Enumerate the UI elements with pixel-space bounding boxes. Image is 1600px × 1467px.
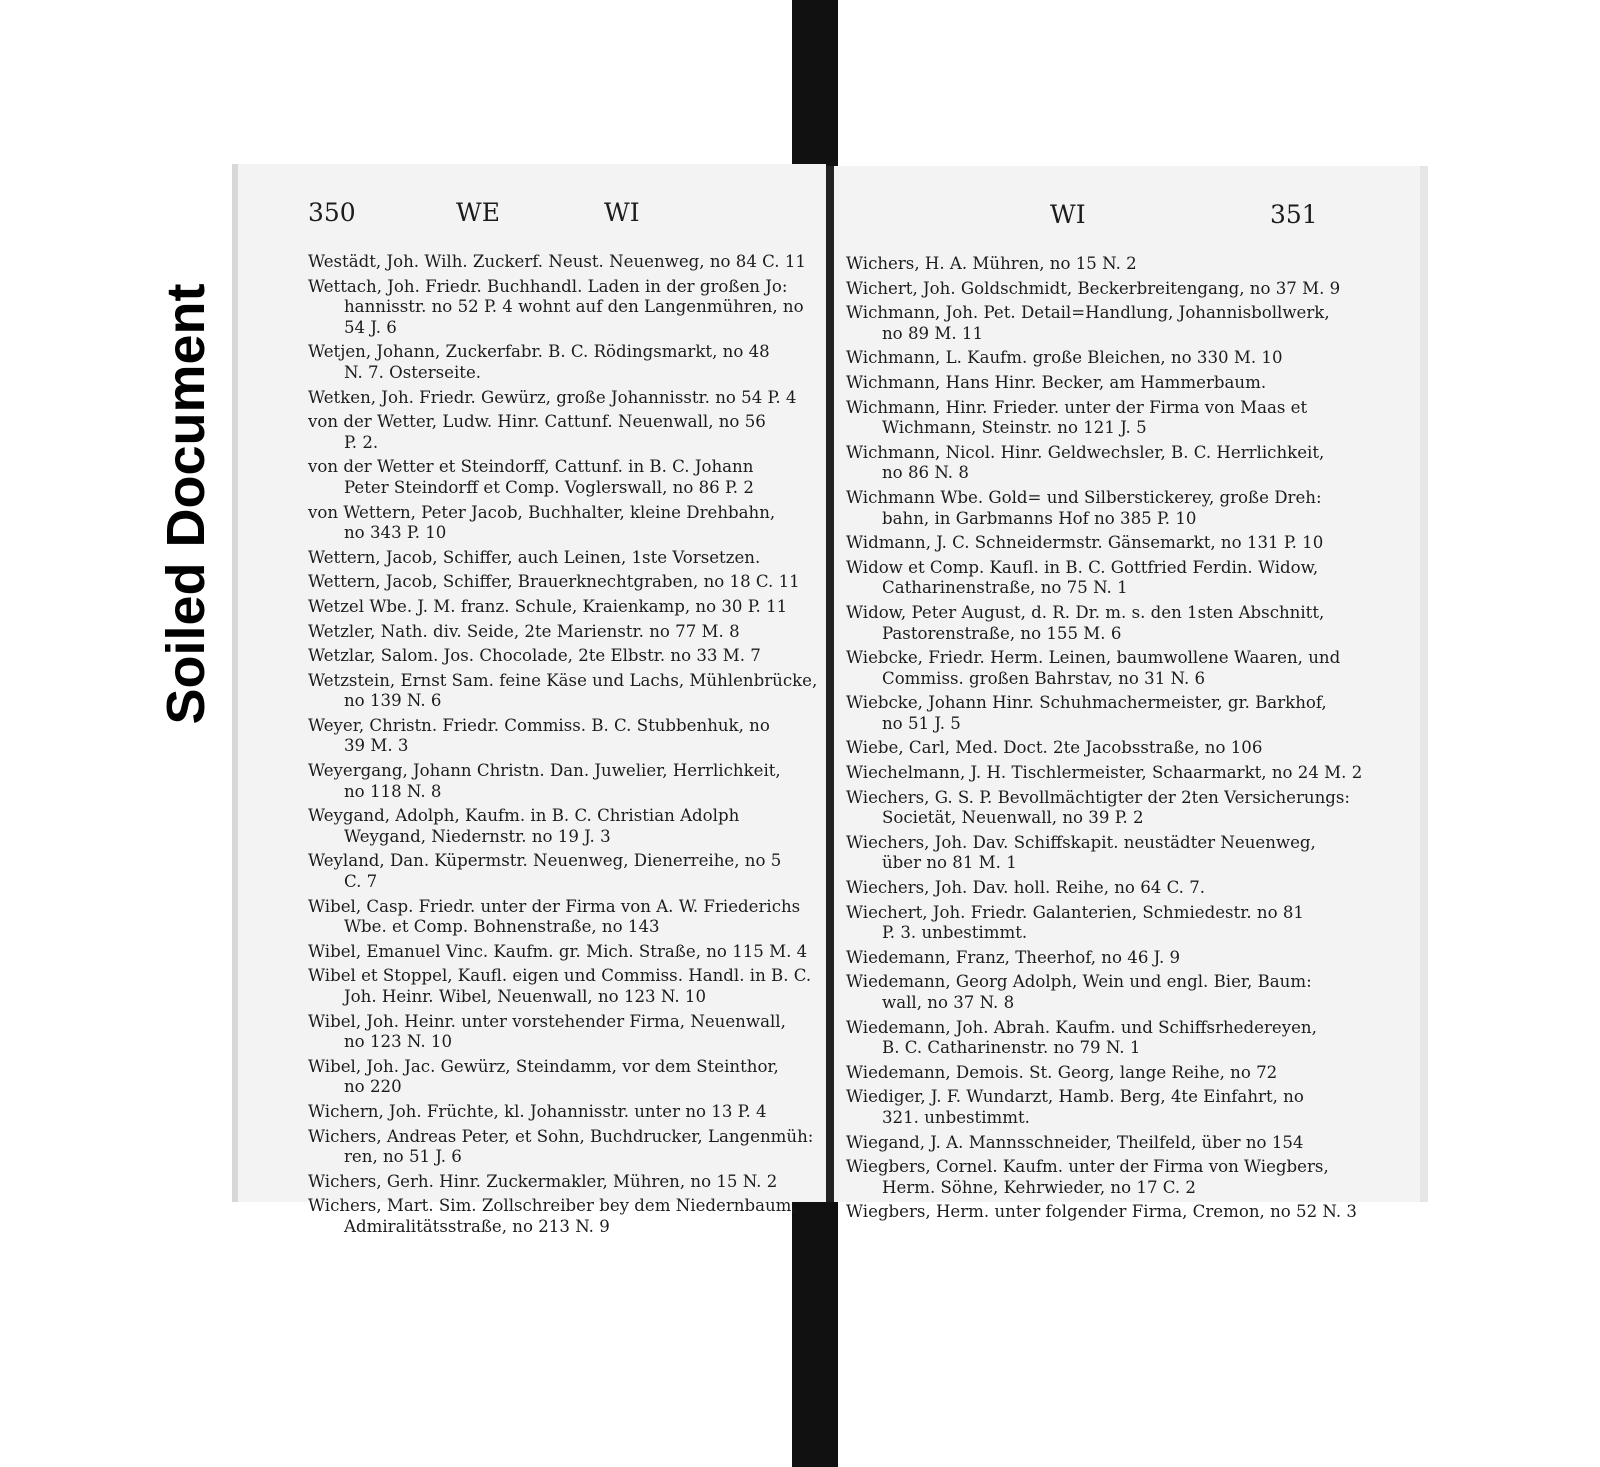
directory-entry	[308, 716, 808, 757]
entry-line: Commiss. großen Bahrstav, no 31 N. 6	[882, 668, 1206, 688]
entry-line: Wiechers, G. S. P. Bevollmächtigter der 2ten Versicherungs:	[846, 787, 1351, 807]
directory-entry	[308, 342, 808, 383]
entry-line: Wiebcke, Johann Hinr. Schuhmachermeister, gr. Barkhof,	[846, 693, 1327, 713]
directory-entry	[846, 443, 1340, 484]
entry-line: Wettern, Jacob, Schiffer, Brauerknechtgraben, no 18 C. 11	[308, 572, 800, 592]
entry-line: Widow, Peter August, d. R. Dr. m. s. den 1sten Abschnitt,	[846, 602, 1325, 622]
entry-line: Wichert, Joh. Goldschmidt, Beckerbreitengang, no 37 M. 9	[846, 278, 1341, 298]
entry-line: 39 M. 3	[344, 736, 409, 756]
entry-line: Wibel, Joh. Jac. Gewürz, Steindamm, vor dem Steinthor,	[308, 1056, 779, 1076]
entry-line: Wiegbers, Herm. unter folgender Firma, Cremon, no 52 N. 3	[846, 1202, 1357, 1222]
entry-line: Catharinenstraße, no 75 N. 1	[882, 578, 1128, 598]
running-header-wi-right: WI	[1050, 200, 1086, 229]
entry-line: wall, no 37 N. 8	[882, 993, 1015, 1012]
directory-entry	[846, 1157, 1340, 1198]
directory-entries-right	[846, 254, 1363, 1227]
page-number-right: 351	[1270, 200, 1318, 229]
entry-line: B. C. Catharinenstr. no 79 N. 1	[882, 1038, 1141, 1058]
directory-entry	[846, 348, 1340, 369]
entry-line: Westädt, Joh. Wilh. Zuckerf. Neust. Neuenweg, no 84 C. 11	[308, 252, 806, 271]
entry-line: Wibel, Casp. Friedr. unter der Firma von A. W. Friederichs	[308, 896, 801, 916]
directory-entry	[846, 558, 1340, 599]
directory-entry	[846, 1202, 1357, 1223]
entry-line: Wiebcke, Friedr. Herm. Leinen, baumwollene Waaren, und	[846, 648, 1341, 668]
entry-line: Wiedemann, Joh. Abrah. Kaufm. und Schiffsrhedereyen,	[846, 1017, 1317, 1037]
entry-line: Wiegbers, Cornel. Kaufm. unter der Firma von Wiegbers,	[846, 1157, 1329, 1177]
directory-entry	[846, 948, 1340, 969]
entry-line: über no 81 M. 1	[882, 853, 1017, 873]
entry-line: Wetken, Joh. Friedr. Gewürz, große Johannisstr. no 54 P. 4	[308, 387, 797, 407]
directory-entry	[846, 738, 1340, 759]
entry-line: Pastorenstraße, no 155 M. 6	[882, 623, 1122, 643]
entry-line: Widmann, J. C. Schneidermstr. Gänsemarkt, no 131 P. 10	[846, 533, 1324, 553]
entry-line: hannisstr. no 52 P. 4 wohnt auf den Langenmühren, no	[344, 297, 804, 317]
entry-line: Wibel, Joh. Heinr. unter vorstehender Firma, Neuenwall,	[308, 1011, 786, 1031]
directory-entry	[846, 603, 1340, 644]
entry-line: Wetzel Wbe. J. M. franz. Schule, Kraienkamp, no 30 P. 11	[308, 596, 788, 616]
entry-line: Wiedemann, Georg Adolph, Wein und engl. Bier, Baum:	[846, 972, 1312, 992]
entry-line: N. 7. Osterseite.	[344, 362, 482, 382]
directory-entry	[308, 457, 808, 498]
entry-line: Wetzstein, Ernst Sam. feine Käse und Lachs, Mühlenbrücke,	[308, 670, 818, 690]
entry-line: no 89 M. 11	[882, 323, 983, 343]
running-header-we: WE	[456, 198, 500, 227]
entry-line: Wettach, Joh. Friedr. Buchhandl. Laden in der großen Jo:	[308, 276, 788, 296]
directory-entry	[846, 648, 1340, 689]
right-page	[834, 166, 1428, 1222]
entry-line: Peter Steindorff et Comp. Voglerswall, no 86 P. 2	[344, 477, 754, 497]
entry-line: Admiralitätsstraße, no 213 N. 9	[344, 1216, 610, 1236]
directory-entry	[308, 388, 808, 409]
entry-line: Wichmann, Steinstr. no 121 J. 5	[882, 418, 1147, 438]
directory-entry	[846, 878, 1340, 899]
entry-line: Wiedemann, Demois. St. Georg, lange Reihe, no 72	[846, 1062, 1278, 1082]
running-header-wi: WI	[604, 198, 640, 227]
directory-entry	[846, 972, 1340, 1013]
directory-entry	[308, 1057, 808, 1098]
directory-entry	[308, 412, 808, 453]
entry-line: Wettern, Jacob, Schiffer, auch Leinen, 1ste Vorsetzen.	[308, 547, 761, 567]
entry-line: Wichmann, L. Kaufm. große Bleichen, no 330 M. 10	[846, 348, 1283, 368]
entry-line: Joh. Heinr. Wibel, Neuenwall, no 123 N. 10	[344, 987, 707, 1006]
directory-entry	[308, 942, 808, 963]
directory-entry	[308, 277, 808, 339]
entry-line: von Wettern, Peter Jacob, Buchhalter, kleine Drehbahn,	[308, 502, 776, 522]
directory-entry	[308, 897, 808, 938]
directory-entry	[308, 622, 808, 643]
page-gutter	[826, 166, 834, 1202]
directory-entry	[846, 303, 1340, 344]
entry-line: no 220	[344, 1077, 402, 1097]
entry-line: C. 7	[344, 872, 378, 892]
entry-line: Wiedemann, Franz, Theerhof, no 46 J. 9	[846, 947, 1181, 967]
directory-entry	[308, 851, 808, 892]
directory-entry	[846, 254, 1340, 275]
entry-line: Wichers, Mart. Sim. Zollschreiber bey dem Niedernbaum,	[308, 1196, 797, 1216]
directory-entry	[308, 806, 808, 847]
entry-line: Weygand, Adolph, Kaufm. in B. C. Christian Adolph	[308, 806, 740, 826]
directory-entry	[308, 1126, 814, 1168]
directory-entry	[308, 503, 808, 544]
entry-line: Wiechelmann, J. H. Tischlermeister, Schaarmarkt, no 24 M. 2	[846, 763, 1363, 783]
entry-line: 321. unbestimmt.	[882, 1107, 1030, 1127]
entry-line: Herm. Söhne, Kehrwieder, no 17 C. 2	[882, 1177, 1196, 1197]
entry-line: Wiediger, J. F. Wundarzt, Hamb. Berg, 4te Einfahrt, no	[846, 1087, 1304, 1107]
entry-line: no 86 N. 8	[882, 463, 969, 483]
entry-line: Wichers, H. A. Mühren, no 15 N. 2	[846, 254, 1137, 273]
entry-line: Wiegand, J. A. Mannsschneider, Theilfeld, über no 154	[846, 1132, 1304, 1152]
directory-entries-left	[308, 252, 818, 1242]
directory-entry	[308, 572, 808, 593]
entry-line: von der Wetter et Steindorff, Cattunf. in B. C. Johann	[308, 457, 754, 477]
entry-line: Wiechert, Joh. Friedr. Galanterien, Schmiedestr. no 81	[846, 902, 1304, 922]
entry-line: no 51 J. 5	[882, 713, 961, 733]
entry-line: Weyland, Dan. Küpermstr. Neuenweg, Dienerreihe, no 5	[308, 851, 782, 871]
entry-line: Weyer, Christn. Friedr. Commiss. B. C. Stubbenhuk, no	[308, 715, 770, 735]
directory-entry	[846, 903, 1340, 944]
entry-line: Wichern, Joh. Früchte, kl. Johannisstr. unter no 13 P. 4	[308, 1101, 767, 1121]
entry-line: Wetzlar, Salom. Jos. Chocolade, 2te Elbstr. no 33 M. 7	[308, 646, 761, 666]
entry-line: P. 2.	[344, 432, 379, 452]
directory-entry	[308, 670, 818, 712]
entry-line: Wichers, Andreas Peter, et Sohn, Buchdrucker, Langenmüh:	[308, 1126, 814, 1146]
directory-entry	[846, 1133, 1340, 1154]
left-page	[232, 164, 826, 1236]
entry-line: no 118 N. 8	[344, 781, 442, 801]
directory-entry	[846, 373, 1340, 394]
directory-entry	[846, 693, 1340, 734]
entry-line: bahn, in Garbmanns Hof no 385 P. 10	[882, 508, 1197, 528]
directory-entry	[846, 398, 1340, 439]
entry-line: Wichmann, Hans Hinr. Becker, am Hammerbaum.	[846, 372, 1267, 392]
directory-entry	[308, 646, 808, 667]
directory-entry	[308, 1012, 808, 1053]
entry-line: Wichers, Gerh. Hinr. Zuckermakler, Mühren, no 15 N. 2	[308, 1171, 778, 1191]
entry-line: no 139 N. 6	[344, 691, 442, 711]
entry-line: Wiechers, Joh. Dav. Schiffskapit. neustädter Neuenweg,	[846, 832, 1316, 852]
directory-entry	[308, 597, 808, 618]
directory-entry	[846, 1087, 1340, 1128]
binding-strip-top	[792, 0, 838, 168]
directory-entry	[846, 279, 1340, 300]
entry-line: Wetjen, Johann, Zuckerfabr. B. C. Rödingsmarkt, no 48	[308, 342, 770, 362]
entry-line: Wichmann, Hinr. Frieder. unter der Firma von Maas et	[846, 397, 1308, 417]
entry-line: no 343 P. 10	[344, 523, 447, 543]
page-number-left: 350	[308, 198, 356, 227]
entry-line: Weyergang, Johann Christn. Dan. Juwelier, Herrlichkeit,	[308, 761, 781, 781]
entry-line: ren, no 51 J. 6	[344, 1147, 462, 1167]
entry-line: Widow et Comp. Kaufl. in B. C. Gottfried Ferdin. Widow,	[846, 557, 1319, 577]
directory-entry	[308, 761, 808, 802]
entry-line: 54 J. 6	[344, 317, 397, 337]
entry-line: Wibel, Emanuel Vinc. Kaufm. gr. Mich. Straße, no 115 M. 4	[308, 941, 808, 961]
entry-line: Wibel et Stoppel, Kaufl. eigen und Commiss. Handl. in B. C.	[308, 966, 812, 986]
entry-line: Wichmann, Nicol. Hinr. Geldwechsler, B. C. Herrlichkeit,	[846, 442, 1325, 462]
entry-line: Wiebe, Carl, Med. Doct. 2te Jacobsstraße, no 106	[846, 738, 1263, 758]
directory-entry	[308, 252, 808, 273]
directory-entry	[308, 548, 808, 569]
directory-entry	[846, 787, 1351, 829]
directory-entry	[846, 833, 1340, 874]
directory-entry	[846, 763, 1363, 784]
directory-entry	[308, 966, 812, 1007]
entry-line: Societät, Neuenwall, no 39 P. 2	[882, 808, 1144, 828]
directory-entry	[846, 1018, 1340, 1059]
directory-entry	[846, 533, 1340, 554]
directory-entry	[846, 488, 1340, 529]
directory-entry	[308, 1172, 808, 1193]
entry-line: no 123 N. 10	[344, 1032, 453, 1052]
directory-entry	[308, 1102, 808, 1123]
entry-line: Weygand, Niedernstr. no 19 J. 3	[344, 826, 611, 846]
entry-line: P. 3. unbestimmt.	[882, 923, 1028, 943]
entry-line: Wbe. et Comp. Bohnenstraße, no 143	[344, 917, 660, 937]
directory-entry	[846, 1063, 1340, 1084]
entry-line: Wiechers, Joh. Dav. holl. Reihe, no 64 C. 7.	[846, 878, 1206, 898]
entry-line: Wetzler, Nath. div. Seide, 2te Marienstr. no 77 M. 8	[308, 621, 740, 641]
entry-line: Wichmann, Joh. Pet. Detail=Handlung, Johannisbollwerk,	[846, 303, 1330, 323]
entry-line: Wichmann Wbe. Gold= und Silberstickerey, große Dreh:	[846, 487, 1322, 507]
entry-line: von der Wetter, Ludw. Hinr. Cattunf. Neuenwall, no 56	[308, 412, 766, 432]
directory-entry	[308, 1196, 808, 1237]
soiled-document-label: Soiled Document	[138, 240, 234, 768]
